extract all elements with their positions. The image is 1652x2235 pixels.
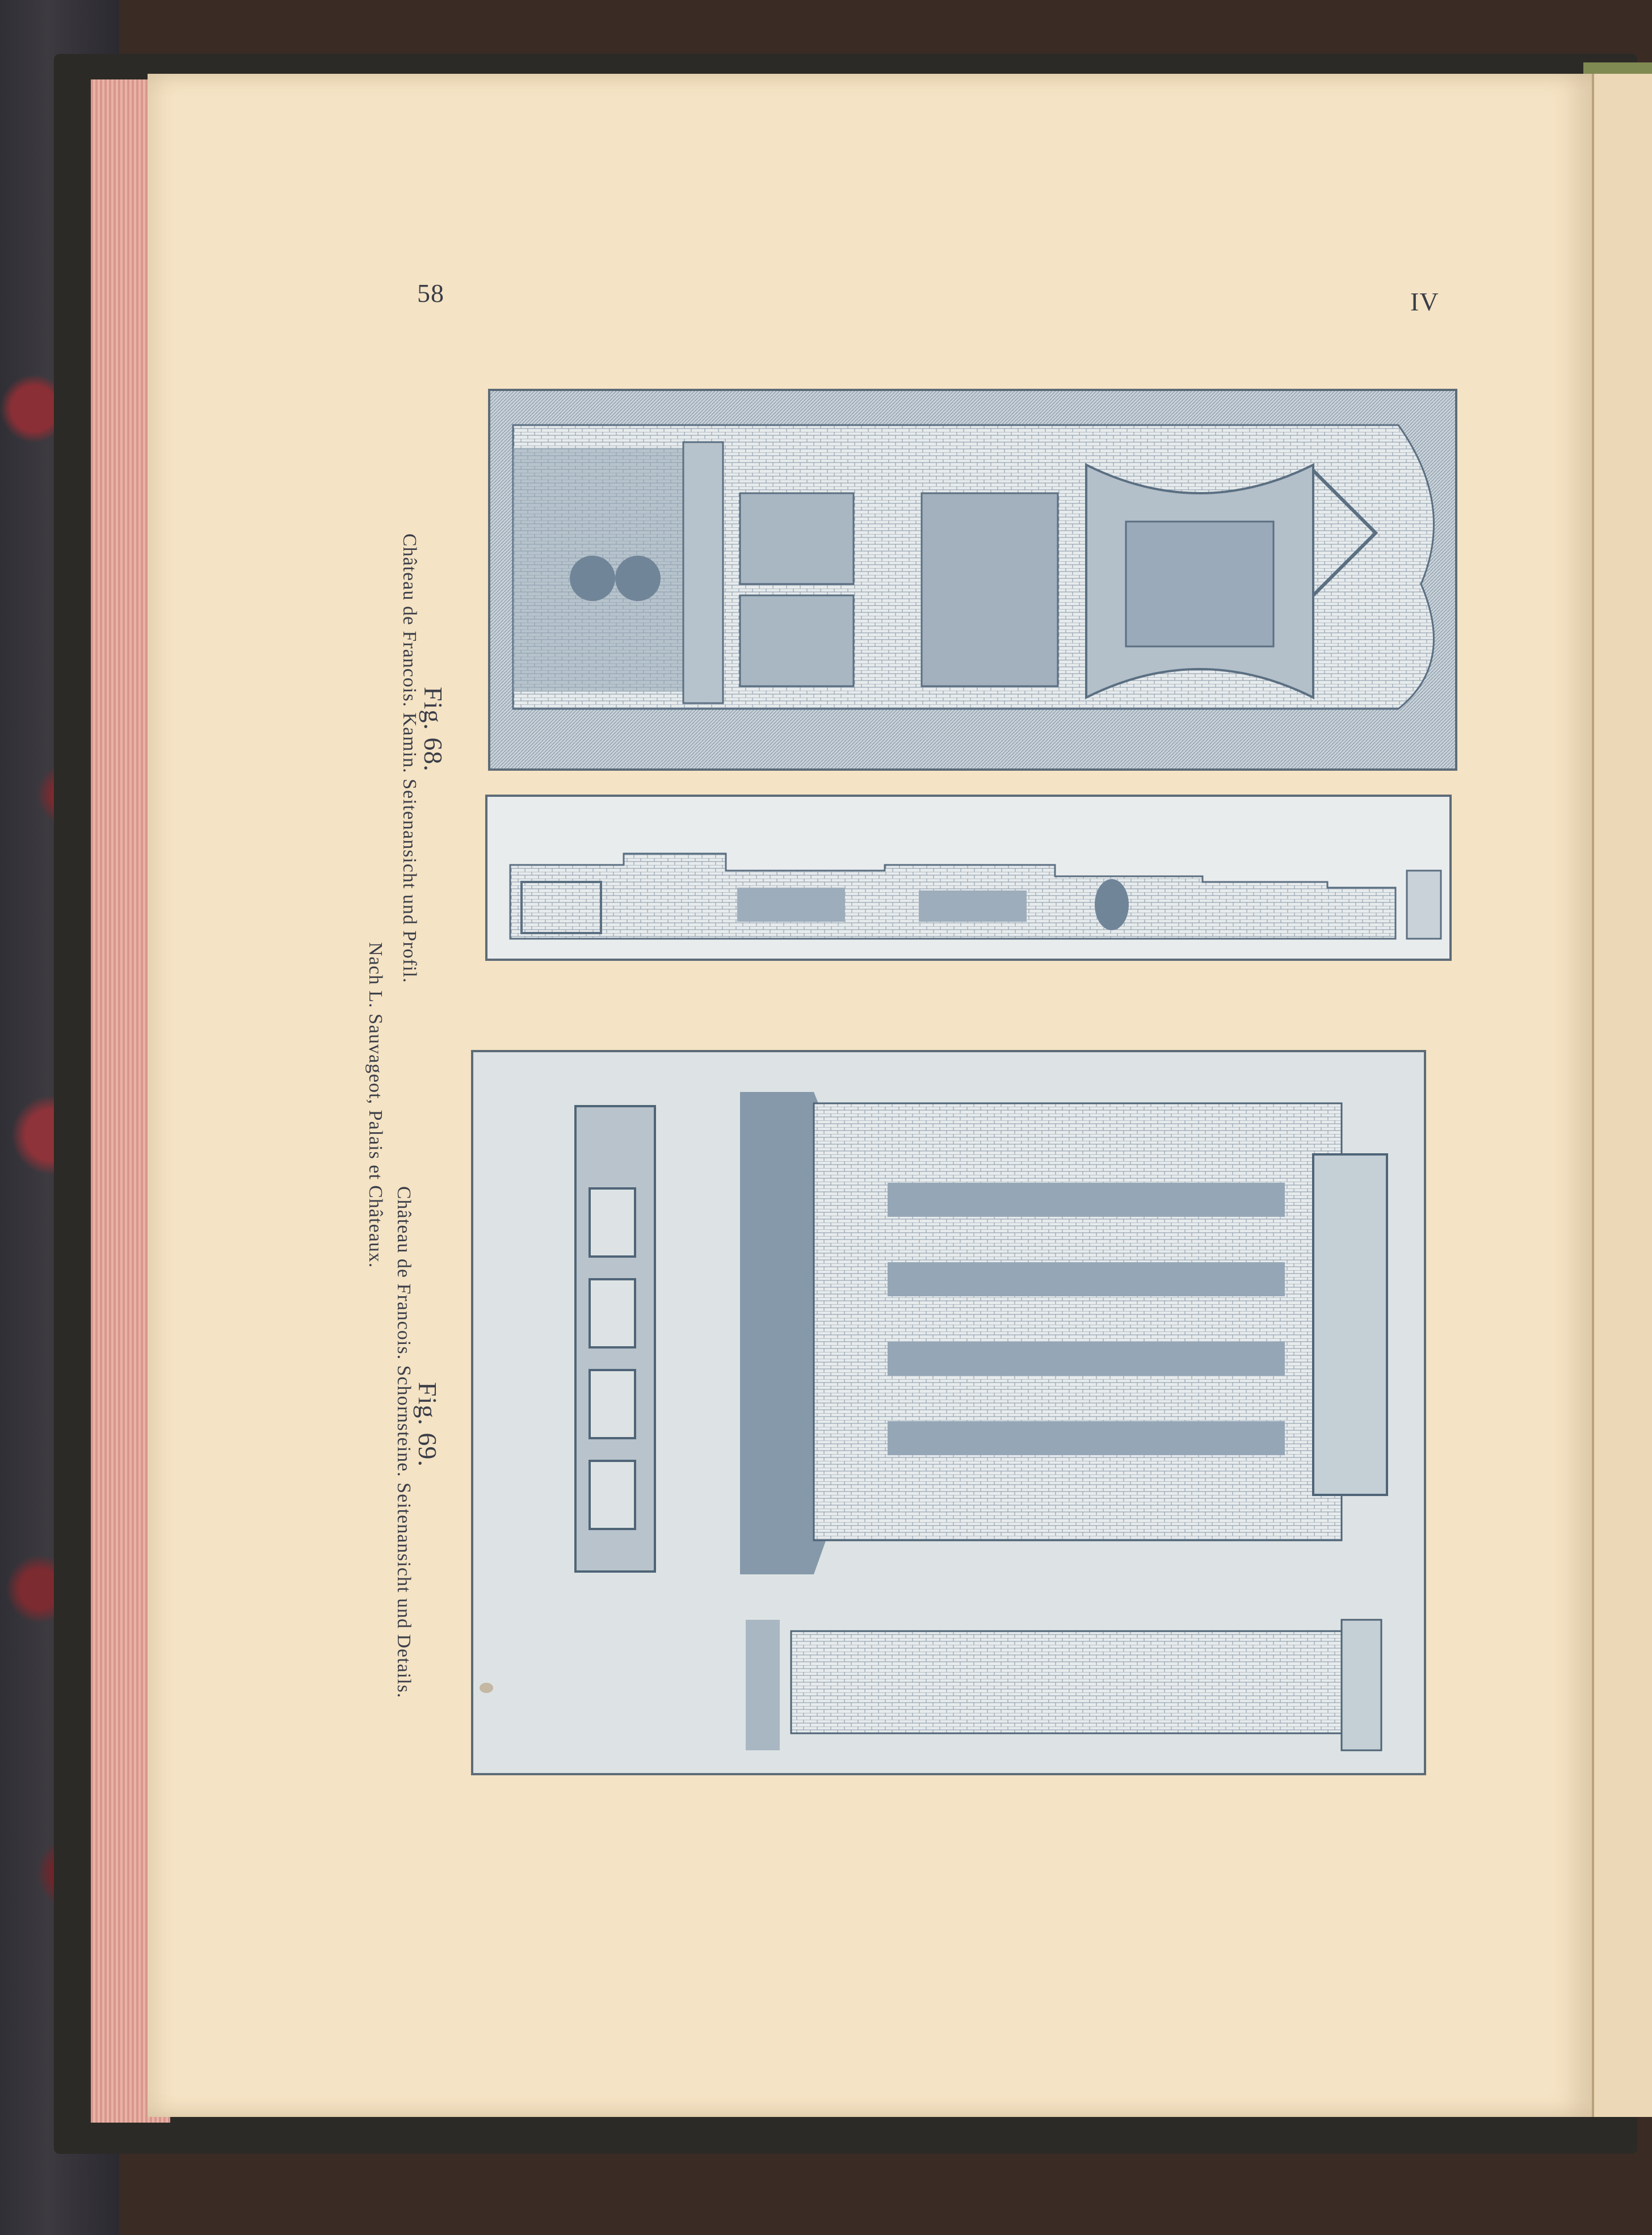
figure-68-profile — [485, 795, 1452, 961]
figure-69-chimneys — [471, 1050, 1426, 1775]
page-number-right: IV — [1410, 287, 1439, 316]
adjacent-page-edge — [1592, 74, 1652, 2117]
fireplace-elevation-drawing — [490, 391, 1455, 768]
figure-68-elevation — [488, 389, 1457, 771]
fig68-label: Fig. 68. — [419, 687, 448, 772]
source-caption: Nach L. Sauvageot, Palais et Châteaux. — [365, 942, 386, 1268]
fig69-caption: Château de Francois. Schornsteine. Seitenansicht und Details. — [393, 1186, 414, 1699]
fig68-caption: Château de Francois. Kamin. Seitenansicht und Profil. — [399, 533, 420, 984]
chimney-elevation-drawing — [473, 1052, 1424, 1773]
page-number-left: 58 — [417, 279, 444, 308]
paper-stain — [480, 1683, 493, 1693]
fireplace-profile-drawing — [487, 797, 1449, 959]
book-page — [148, 74, 1592, 2117]
fig69-label: Fig. 69. — [413, 1382, 442, 1467]
